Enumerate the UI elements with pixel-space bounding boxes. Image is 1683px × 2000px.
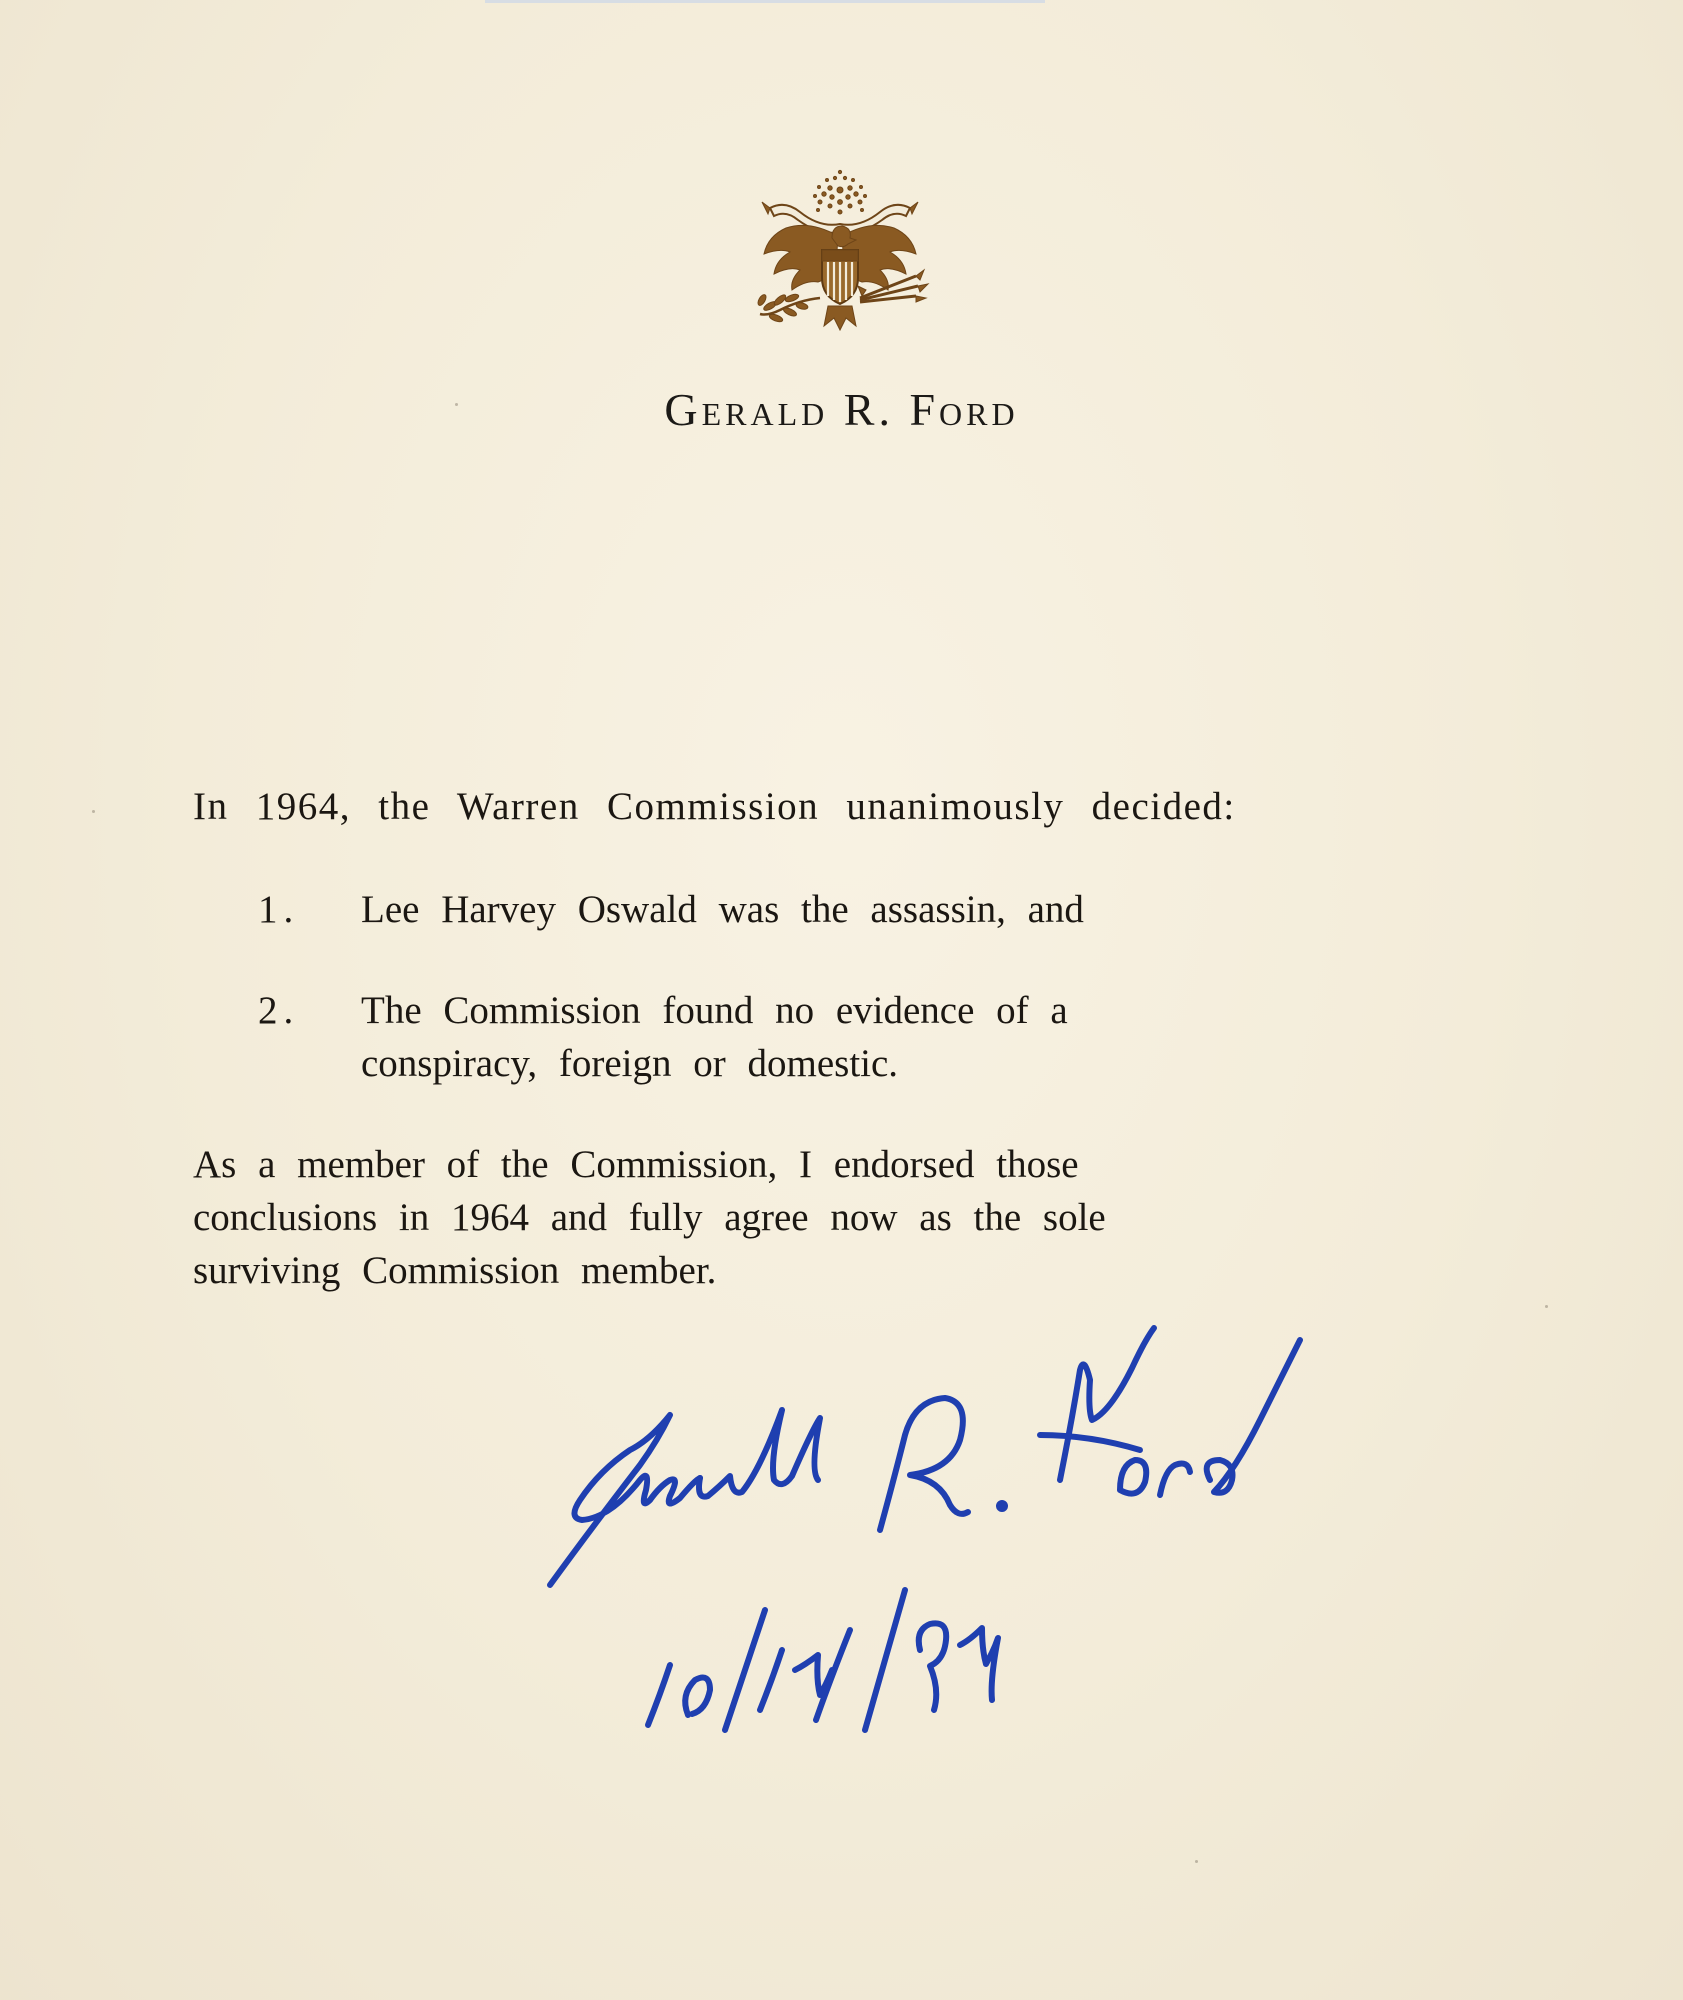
list-item-line: conspiracy, foreign or domestic. — [361, 1042, 899, 1085]
paper-speck — [455, 403, 458, 406]
paper-speck — [92, 810, 95, 813]
olive-branch-icon — [756, 293, 820, 323]
handwritten-signature — [520, 1300, 1420, 1760]
eagle-tail-icon — [824, 306, 856, 330]
glory-stars-icon — [814, 170, 867, 214]
closing-line: conclusions in 1964 and fully agree now as the sole — [193, 1196, 1106, 1239]
list-item-text — [361, 984, 1321, 1090]
paper-speck — [1545, 1305, 1548, 1308]
list-item-number: 1. — [258, 888, 300, 931]
paper-top-edge — [485, 0, 1045, 3]
list-item-line: The Commission found no evidence of a — [361, 989, 1068, 1032]
list-item-text: Lee Harvey Oswald was the assassin, and — [361, 888, 1084, 931]
closing-paragraph — [193, 1138, 1443, 1297]
closing-line: As a member of the Commission, I endorsed those — [193, 1143, 1079, 1186]
paper-speck — [1195, 1860, 1198, 1863]
list-item-number: 2. — [258, 989, 300, 1032]
closing-line: surviving Commission member. — [193, 1249, 717, 1292]
letterhead-name: Gerald R. Ford — [664, 384, 1019, 435]
presidential-seal-icon — [740, 150, 940, 350]
intro-sentence: In 1964, the Warren Commission unanimously decided: — [193, 785, 1236, 828]
